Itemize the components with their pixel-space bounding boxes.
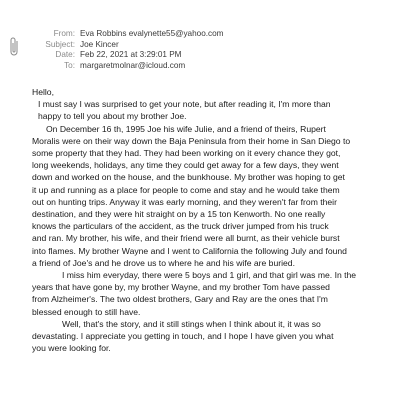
email-header (24, 29, 224, 71)
body-line: destination, and they were hit straight on by a 15 ton Kenworth. No one really (32, 209, 326, 220)
body-line: it up and running as a place for people to come and stay and he would take them (32, 184, 340, 195)
body-line: Moralis were on their way down the Baja Peninsula from their home in San Diego to (32, 135, 351, 146)
body-line: knows the particulars of the accident, as the truck driver jumped from his truck (32, 221, 329, 232)
body-line: and ran. My brother, his wife, and their friend were all burnt, as their vehicle burst (32, 233, 340, 244)
email-body (32, 86, 394, 354)
from-label: From: (53, 29, 75, 38)
date-label: Date: (55, 50, 75, 60)
to-row (24, 61, 224, 72)
from-value: Eva Robbins evalynette55@yahoo.com (80, 29, 224, 38)
to-value: margaretmolnar@icloud.com (80, 60, 186, 70)
subject-label: Subject: (45, 39, 75, 49)
body-line: out on hunting trips. Anyway it was early morning, and they weren't far from their (32, 196, 337, 207)
subject-value: Joe Kincer (80, 39, 119, 49)
body-line: happy to tell you about my brother Joe. (38, 111, 187, 122)
subject-row (24, 40, 224, 51)
body-line: I must say I was surprised to get your note, but after reading it, I'm more than (38, 99, 331, 110)
body-line: long weekends, holidays, any time they could get away for a few days, they went (32, 160, 339, 171)
to-label: To: (64, 60, 75, 70)
from-row (24, 29, 224, 40)
greeting: Hello, (32, 87, 54, 97)
body-line: you were looking for. (32, 343, 111, 354)
body-line: I miss him everyday, there were 5 boys and 1 girl, and that girl was me. In the (62, 270, 357, 281)
body-line: Well, that's the story, and it still stings when I think about it, it was so (62, 318, 321, 329)
body-line: some property that they had. They had been working on it every chance they got, (32, 148, 341, 159)
body-line: blessed enough to still have. (32, 306, 141, 317)
date-value: Feb 22, 2021 at 3:29:01 PM (80, 50, 182, 60)
body-line: On December 16 th, 1995 Joe his wife Julie, and a friend of theirs, Rupert (46, 123, 326, 134)
paperclip-icon (8, 36, 22, 58)
body-line: into flames. My brother Wayne and I went to California the following July and found (32, 245, 347, 256)
body-line: a friend of Joe's and he drove us to where he and his wife are buried. (32, 257, 295, 268)
body-line: down and worked on the house, and the bunkhouse. My brother was hoping to get (32, 172, 345, 183)
date-row (24, 50, 224, 61)
body-line: devastating. I appreciate you getting in touch, and I hope I have given you what (32, 331, 334, 342)
body-line: from Alzheimer's. The two oldest brothers, Gary and Ray are the ones that I'm (32, 294, 328, 305)
body-line: years that have gone by, my brother Wayne, and my brother Tom have passed (32, 282, 330, 293)
